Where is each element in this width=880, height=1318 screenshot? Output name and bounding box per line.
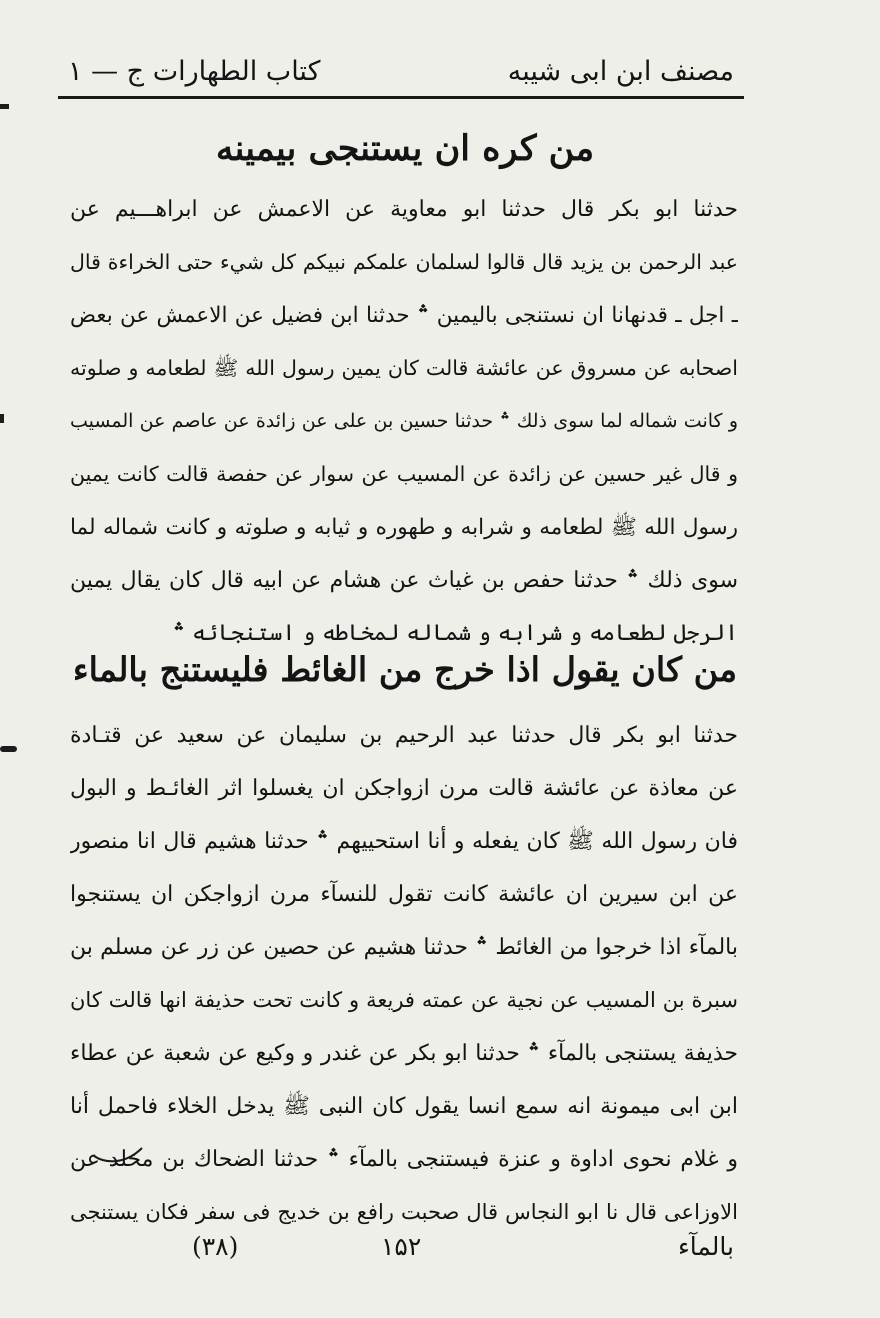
text-line: بالمآء اذا خرجوا من الغائط ؞ حدثنا هشيم عن حصين عن زر عن مسلم بن xyxy=(70,935,738,960)
text-line: رسول الله ﷺ لطعامه و شرابه و طهوره و ثيابه و صلوته و كانت شماله لما xyxy=(70,515,738,540)
text-line: و كانت شماله لما سوى ذلك ؞ حدثنا حسين بن على عن زائدة عن عاصم عن المسيب xyxy=(70,410,738,432)
text-line: فان رسول الله ﷺ كان يفعله و أنا استحييهم ؞ حدثنا هشيم قال انا منصور xyxy=(70,829,738,854)
page-number: ۱۵۲ xyxy=(381,1232,422,1261)
book-title: مصنف ابن ابی شیبه xyxy=(507,56,734,87)
catchword: بالمآء xyxy=(677,1232,734,1261)
text-line: عن ابن سيرين ان عائشة كانت تقول للنسآء مرن ازواجكن ان يستنجوا xyxy=(70,882,738,907)
text-line: و غلام نحوى اداوة و عنزة فيستنجى بالمآء ؞ حدثنا الضحاك بن مخلد عن xyxy=(70,1147,738,1172)
chapter-title: كتاب الطهارات ج — ۱ xyxy=(68,56,321,87)
text-line: سبرة بن المسيب عن نجية عن عمته فريعة و كانت تحت حذيفة انها قالت كان xyxy=(70,988,738,1012)
text-line: ابن ابى ميمونة انه سمع انسا يقول كان النبى ﷺ يدخل الخلاء فاحمل أنا xyxy=(70,1094,738,1119)
text-line: الرجل لطعامه و شرابه و شماله لمخاطه و استنجائه ؞ xyxy=(172,621,738,646)
text-line: حذيفة يستنجى بالمآء ؞ حدثنا ابو بكر عن غندر و وكيع عن شعبة عن عطاء xyxy=(70,1041,738,1066)
text-line: ـ اجل ـ قدنهانا ان نستنجى باليمين ؞ حدثنا ابن فضيل عن الاعمش عن بعض xyxy=(70,303,738,328)
scan-edge-mark xyxy=(0,104,9,109)
scan-edge-mark xyxy=(0,414,4,423)
text-line: الاوزاعى قال نا ابو النجاس قال صحبت رافع بن خديج فى سفر فكان يستنجى xyxy=(70,1200,738,1224)
running-header xyxy=(64,52,742,92)
section-heading-1: من كره ان يستنجى بيمينه xyxy=(215,128,595,169)
scan-edge-mark xyxy=(0,746,17,752)
text-line: سوى ذلك ؞ حدثنا حفص بن غياث عن هشام عن ابيه قال كان يقال يمين xyxy=(70,568,738,593)
section-heading-2: من كان يقول اذا خرج من الغائط فليستنج بالماء xyxy=(72,650,738,689)
section-number: (۳۸) xyxy=(192,1232,239,1261)
section-text-1 xyxy=(70,183,738,660)
text-line: حدثنا ابو بكر قال حدثنا ابو معاوية عن الاعمش عن ابراهـــيم عن xyxy=(70,197,738,222)
text-line: اصحابه عن مسروق عن عائشة قالت كان يمين رسول الله ﷺ لطعامه و صلوته xyxy=(70,356,738,380)
text-line: عن معاذة عن عائشة قالت مرن ازواجكن ان يغسلوا اثر الغائـط و البول xyxy=(70,776,738,801)
ink-flourish-decoration xyxy=(92,1134,144,1164)
text-line: حدثنا ابو بكر قال حدثنا عبد الرحيم بن سليمان عن سعيد عن قتـادة xyxy=(70,723,738,748)
header-rule xyxy=(58,96,744,99)
page-footer xyxy=(64,1228,740,1272)
section-text-2 xyxy=(70,709,738,1239)
text-line: و قال غير حسين عن زائدة عن المسيب عن سوار عن حفصة قالت كانت يمين xyxy=(70,462,738,486)
text-line: عبد الرحمن بن يزيد قال قالوا لسلمان علمكم نبيكم كل شيء حتى الخراءة قال xyxy=(70,250,738,274)
